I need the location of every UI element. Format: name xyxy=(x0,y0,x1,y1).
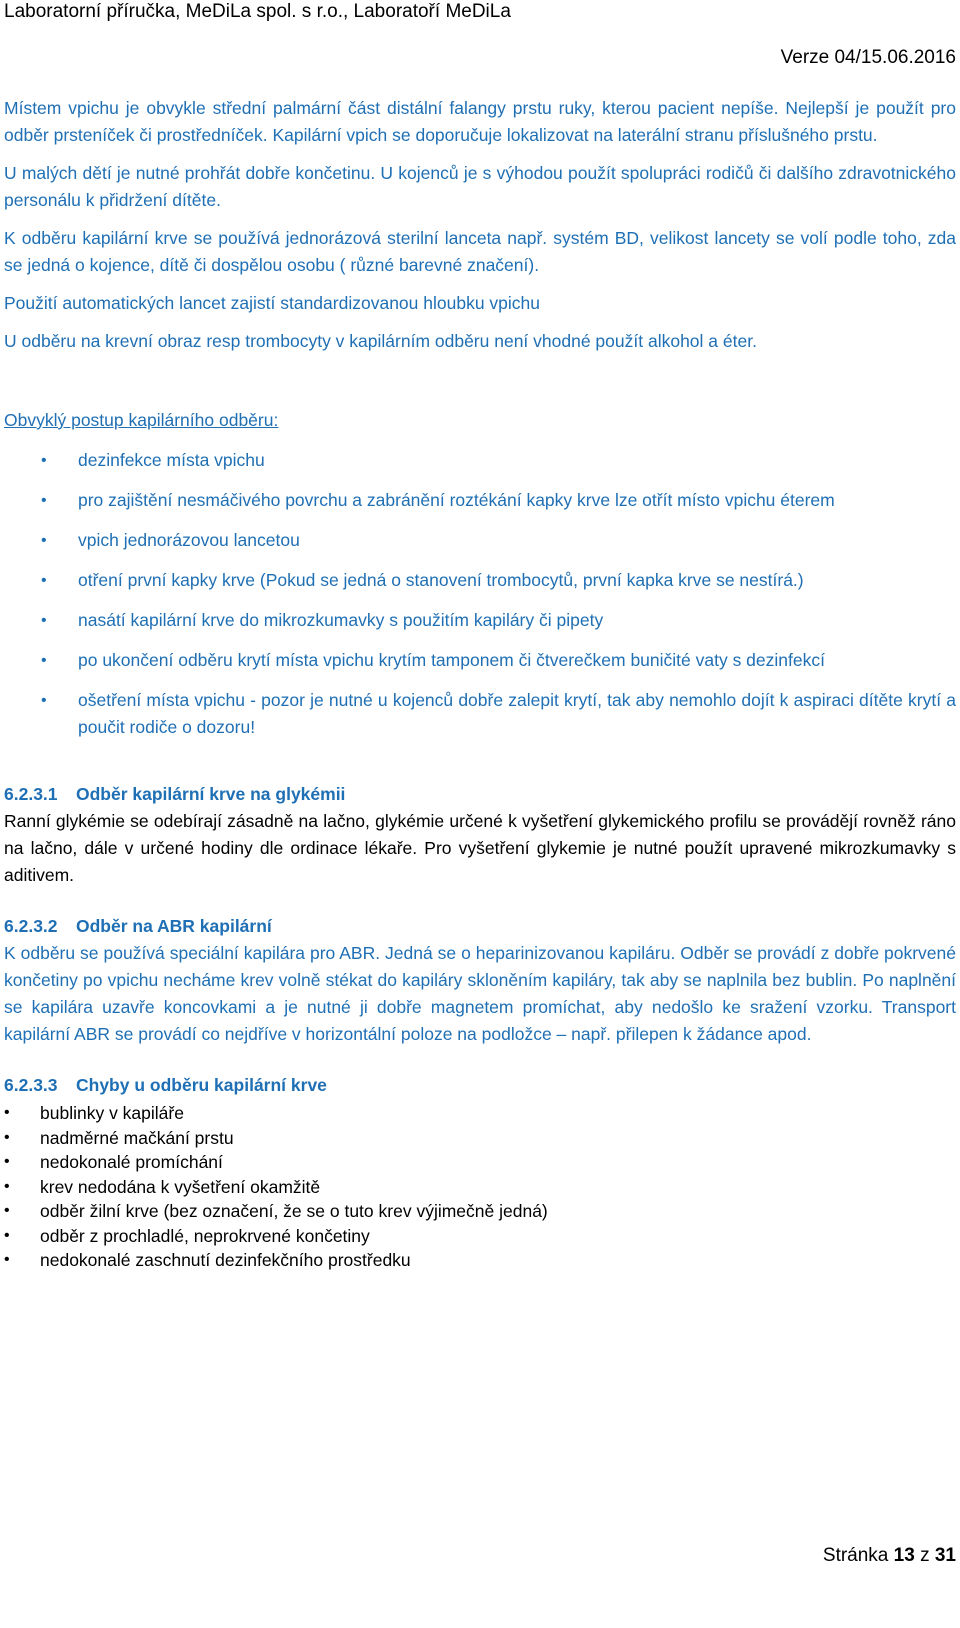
bullet-icon: • xyxy=(41,612,47,629)
procedure-list xyxy=(4,447,956,741)
list-item: • krev nedodána k vyšetření okamžitě xyxy=(4,1175,956,1200)
procedure-step: • po ukončení odběru krytí místa vpichu krytím tamponem či čtverečkem buničité vaty s dezinfekcí xyxy=(4,647,956,674)
list-item: • bublinky v kapiláře xyxy=(4,1101,956,1126)
list-item: • odběr žilní krve (bez označení, že se o tuto krev výjimečně jedná) xyxy=(4,1199,956,1224)
procedure-step: • ošetření místa vpichu - pozor je nutné u kojenců dobře zalepit krytí, tak aby nemohlo dojít k aspiraci dítěte krytí a poučit rodiče o dozoru! xyxy=(4,687,956,741)
section-errors xyxy=(4,1072,956,1273)
list-item: • odběr z prochladlé, neprokrvené končetiny xyxy=(4,1224,956,1249)
procedure-step: • otření první kapky krve (Pokud se jedná o stanovení trombocytů, první kapka krve se nestírá.) xyxy=(4,567,956,594)
bullet-icon: • xyxy=(41,692,47,709)
procedure-step: • nasátí kapilární krve do mikrozkumavky s použitím kapiláry či pipety xyxy=(4,607,956,634)
page-number: Stránka 13 z 31 xyxy=(822,1545,956,1566)
paragraph-small-children: U malých dětí je nutné prohřát dobře končetinu. U kojenců je s výhodou použít spolupráci rodičů či dalšího zdravotnického personálu k přidržení dítěte. xyxy=(4,163,956,210)
section-heading: 6.2.3.2 Odběr na ABR kapilární xyxy=(4,916,272,936)
page-content xyxy=(4,95,956,1273)
section-heading: 6.2.3.3 Chyby u odběru kapilární krve xyxy=(4,1075,327,1095)
paragraph-puncture-site: Místem vpichu je obvykle střední palmární část distální falangy prstu ruky, kterou pacient nepíše. Nejlepší je použít pro odběr prsteníček či prostředníček. Kapilární vpich se doporučuje lokalizovat na laterální stranu příslušného prstu. xyxy=(4,98,956,145)
paragraph-lancet: K odběru kapilární krve se používá jednorázová sterilní lanceta např. systém BD, velikost lancety se volí podle toho, zda se jedná o kojence, dítě či dospělou osobu ( různé barevné značení). xyxy=(4,228,956,275)
list-item: • nedokonalé zaschnutí dezinfekčního prostředku xyxy=(4,1248,956,1273)
bullet-icon: • xyxy=(4,1104,10,1121)
bullet-icon: • xyxy=(41,652,47,669)
bullet-icon: • xyxy=(41,572,47,589)
procedure-step: • vpich jednorázovou lancetou xyxy=(4,527,956,554)
errors-list xyxy=(4,1101,956,1273)
list-item: • nedokonalé promíchání xyxy=(4,1150,956,1175)
procedure-heading: Obvyklý postup kapilárního odběru: xyxy=(4,410,279,430)
paragraph-blood-count: U odběru na krevní obraz resp trombocyty v kapilárním odběru není vhodné použít alkohol a éter. xyxy=(4,331,757,351)
section-heading: 6.2.3.1 Odběr kapilární krve na glykémii xyxy=(4,784,346,804)
document-version: Verze 04/15.06.2016 xyxy=(780,47,956,68)
section-text: Ranní glykémie se odebírají zásadně na lačno, glykémie určené k vyšetření glykemického profilu se provádějí rovněž ráno na lačno, dále v určené hodiny dle ordinace lékaře. Pro vyšetření glykemie je nutné použít upravené mikrozkumavky s aditivem. xyxy=(4,811,956,885)
bullet-icon: • xyxy=(4,1128,10,1146)
procedure-step: • dezinfekce místa vpichu xyxy=(4,447,956,474)
list-item: • nadměrné mačkání prstu xyxy=(4,1126,956,1151)
bullet-icon: • xyxy=(4,1153,10,1170)
section-glycemia xyxy=(4,781,956,889)
bullet-icon: • xyxy=(41,492,47,509)
bullet-icon: • xyxy=(4,1251,10,1268)
bullet-icon: • xyxy=(41,532,47,549)
bullet-icon: • xyxy=(4,1177,10,1195)
paragraph-automatic-lancets: Použití automatických lancet zajistí standardizovanou hloubku vpichu xyxy=(4,293,540,313)
bullet-icon: • xyxy=(4,1226,10,1244)
section-text: K odběru se používá speciální kapilára pro ABR. Jedná se o heparinizovanou kapiláru. Odběr se provádí z dobře pokrvené končetiny po vpichu necháme krev volně stékat do kapiláry skloněním kapiláry, tak aby se naplnila bez bublin. Po naplnění se kapilára uzavře koncovkami a je nutné ji dobře magnetem promíchat, aby nedošlo ke sražení vzorku. Transport kapilární ABR se provádí co nejdříve v horizontální poloze na podložce – např. přilepen k žádance apod. xyxy=(4,943,956,1044)
bullet-icon: • xyxy=(41,452,47,469)
bullet-icon: • xyxy=(4,1202,10,1219)
section-abr xyxy=(4,913,956,1048)
procedure-step: • pro zajištění nesmáčivého povrchu a zabránění roztékání kapky krve lze otřít místo vpichu éterem xyxy=(4,487,956,514)
document-header-title: Laboratorní příručka, MeDiLa spol. s r.o., Laboratoří MeDiLa xyxy=(4,1,511,22)
